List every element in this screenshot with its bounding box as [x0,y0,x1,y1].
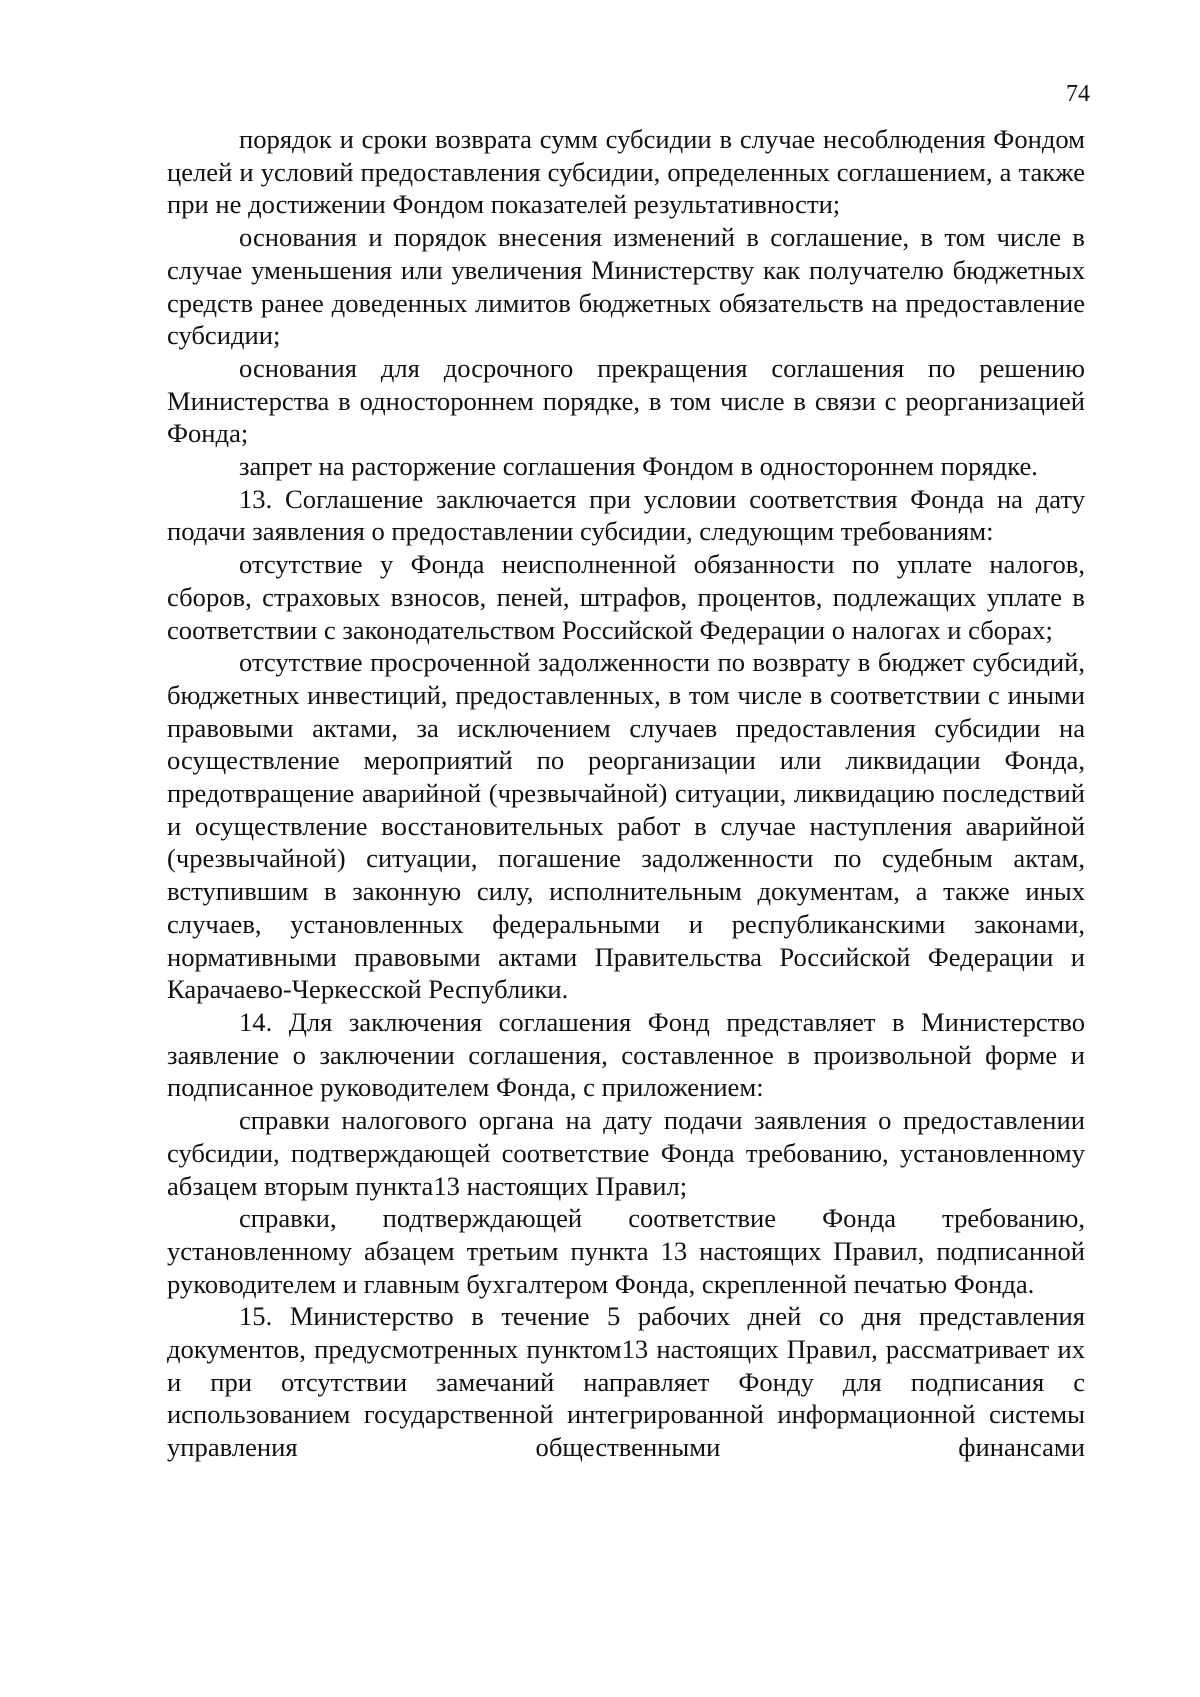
paragraph-item-15: 15. Министерство в течение 5 рабочих дней со дня представления документов, предусмотренных пунктом13 настоящих Правил, рассматривает их и при отсутствии замечаний направляет Фонду для подписания с использованием государственной интегрированной информационной системы управления общественными финансами [167,1301,1085,1463]
paragraph-early-termination: основания для досрочного прекращения соглашения по решению Министерства в одностороннем порядке, в том числе в связи с реорганизацией Фонда; [167,352,1085,449]
paragraph-no-tax-debt: отсутствие у Фонда неисполненной обязанности по уплате налогов, сборов, страховых взносов, пеней, штрафов, процентов, подлежащих уплате в соответствии с законодательством Российской Федерации о налогах и сборах; [167,549,1085,645]
paragraph-no-overdue-debt: отсутствие просроченной задолженности по возврату в бюджет субсидий, бюджетных инвестиций, предоставленных, в том числе в соответствии с иными правовыми актами, за исключением случаев предоставления субсидии на осуществление мероприятий по реорганизации или ликвидации Фонда, предотвращение аварийной (чрезвычайной) ситуации, ликвидацию последствий и осуществление восстановительных работ в случае наступления аварийной (чрезвычайной) ситуации, погашение задолженности по судебным актам, вступившим в законную силу, исполнительным документам, а также иных случаев, установленных федеральными и республиканскими законами, нормативными правовыми актами Правительства Российской Федерации и Карачаево-Черкесской Республики. [167,647,1085,1005]
paragraph-amendment-grounds: основания и порядок внесения изменений в соглашение, в том числе в случае уменьшения или увеличения Министерству как получателю бюджетных средств ранее доведенных лимитов бюджетных обязательств на предоставление субсидии; [167,222,1085,351]
paragraph-item-14: 14. Для заключения соглашения Фонд представляет в Министерство заявление о заключении соглашения, составленное в произвольной форме и подписанное руководителем Фонда, с приложением: [167,1006,1085,1103]
page-number: 74 [1066,81,1090,107]
paragraph-item-13: 13. Соглашение заключается при условии соответствия Фонда на дату подачи заявления о предоставлении субсидии, следующим требованиям: [167,483,1085,547]
paragraph-compliance-certificate: справки, подтверждающей соответствие Фонда требованию, установленному абзацем третьим пункта 13 настоящих Правил, подписанной руководителем и главным бухгалтером Фонда, скрепленной печатью Фонда. [167,1203,1085,1299]
document-body [167,123,1085,1464]
paragraph-termination-ban: запрет на расторжение соглашения Фондом в одностороннем порядке. [239,451,1038,482]
paragraph-tax-certificate: справки налогового органа на дату подачи заявления о предоставлении субсидии, подтверждающей соответствие Фонда требованию, установленному абзацем вторым пункта13 настоящих Правил; [167,1105,1085,1201]
paragraph-refund-procedure: порядок и сроки возврата сумм субсидии в случае несоблюдения Фондом целей и условий предоставления субсидии, определенных соглашением, а также при не достижении Фондом показателей результативности; [167,124,1085,220]
